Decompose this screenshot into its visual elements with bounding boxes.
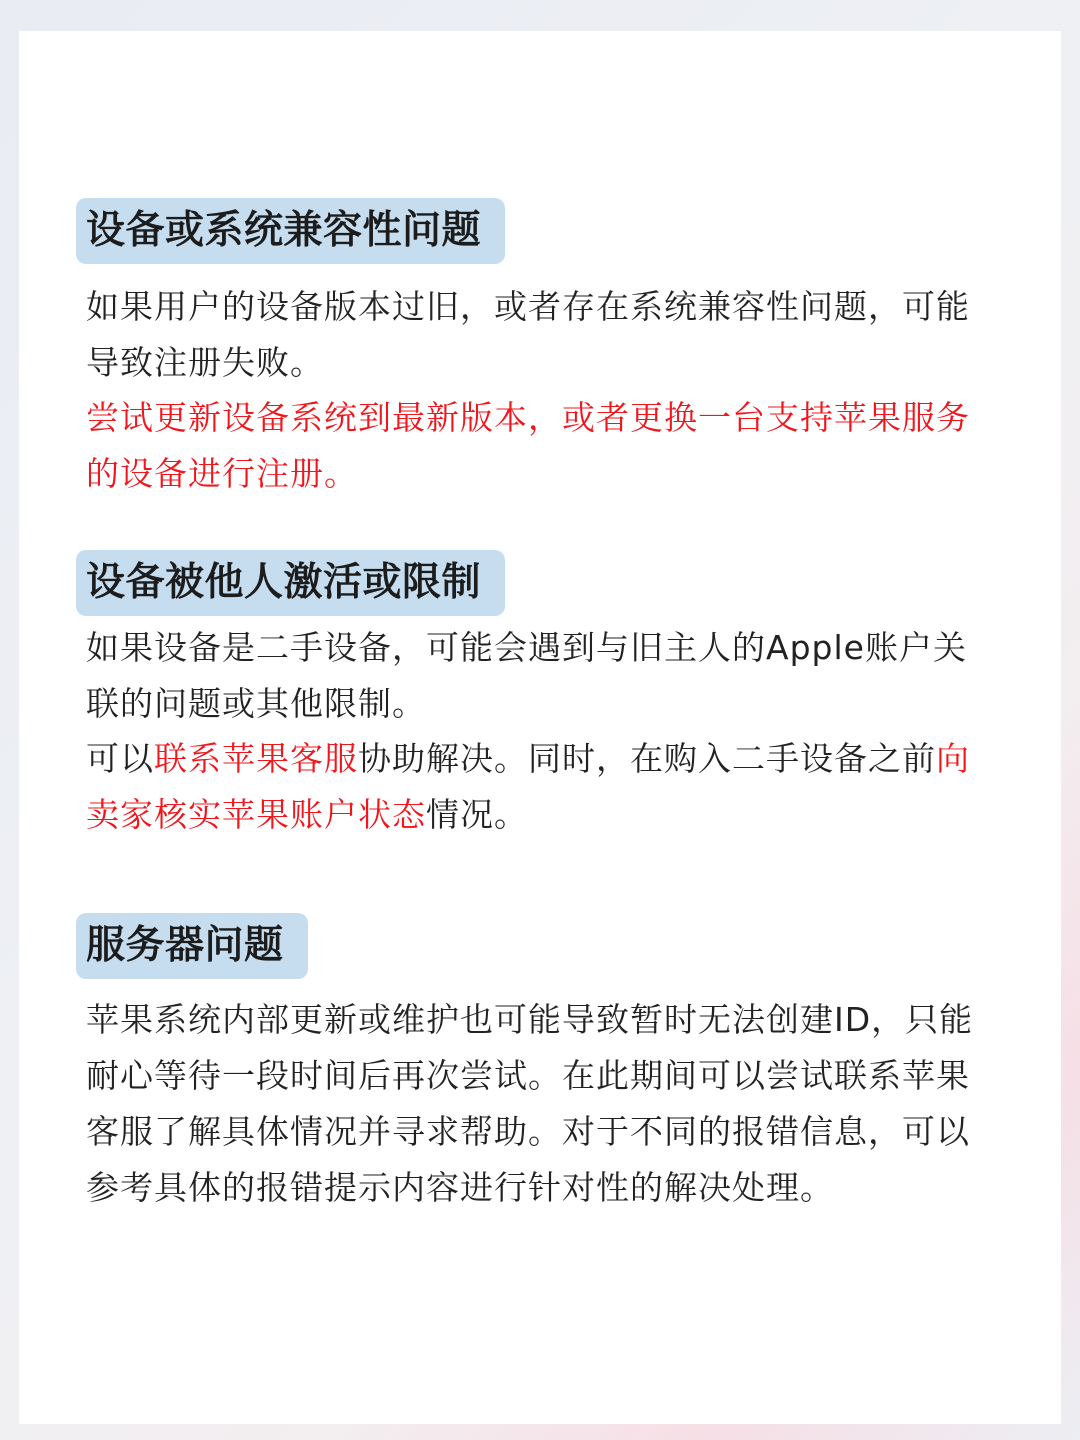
solution-text: 协助解决。同时，在购入二手设备之前 bbox=[358, 739, 936, 778]
section-1-paragraph: 如果用户的设备版本过旧，或者存在系统兼容性问题，可能导致注册失败。 bbox=[86, 287, 970, 382]
section-2-paragraph: 如果设备是二手设备，可能会遇到与旧主人的Apple账户关联的问题或其他限制。 bbox=[86, 628, 967, 723]
section-3-paragraph: 苹果系统内部更新或维护也可能导致暂时无法创建ID，只能耐心等待一段时间后再次尝试。在此期间可以尝试联系苹果客服了解具体情况并寻求帮助。对于不同的报错信息，可以参考具体的报错提示内容进行针对性的解决处理。 bbox=[86, 1000, 974, 1207]
highlight-contact-support: 联系苹果客服 bbox=[154, 739, 358, 778]
section-heading-activation-lock: 设备被他人激活或限制 bbox=[76, 550, 505, 616]
section-heading-compatibility: 设备或系统兼容性问题 bbox=[76, 198, 505, 264]
section-1-solution: 尝试更新设备系统到最新版本，或者更换一台支持苹果服务的设备进行注册。 bbox=[86, 398, 970, 493]
solution-text: 情况。 bbox=[426, 795, 528, 834]
section-heading-server: 服务器问题 bbox=[76, 913, 308, 979]
highlight-verify-account: 向卖家核实苹果账户状态 bbox=[86, 739, 970, 834]
solution-text: 可以 bbox=[86, 739, 154, 778]
section-2-solution bbox=[86, 731, 986, 843]
